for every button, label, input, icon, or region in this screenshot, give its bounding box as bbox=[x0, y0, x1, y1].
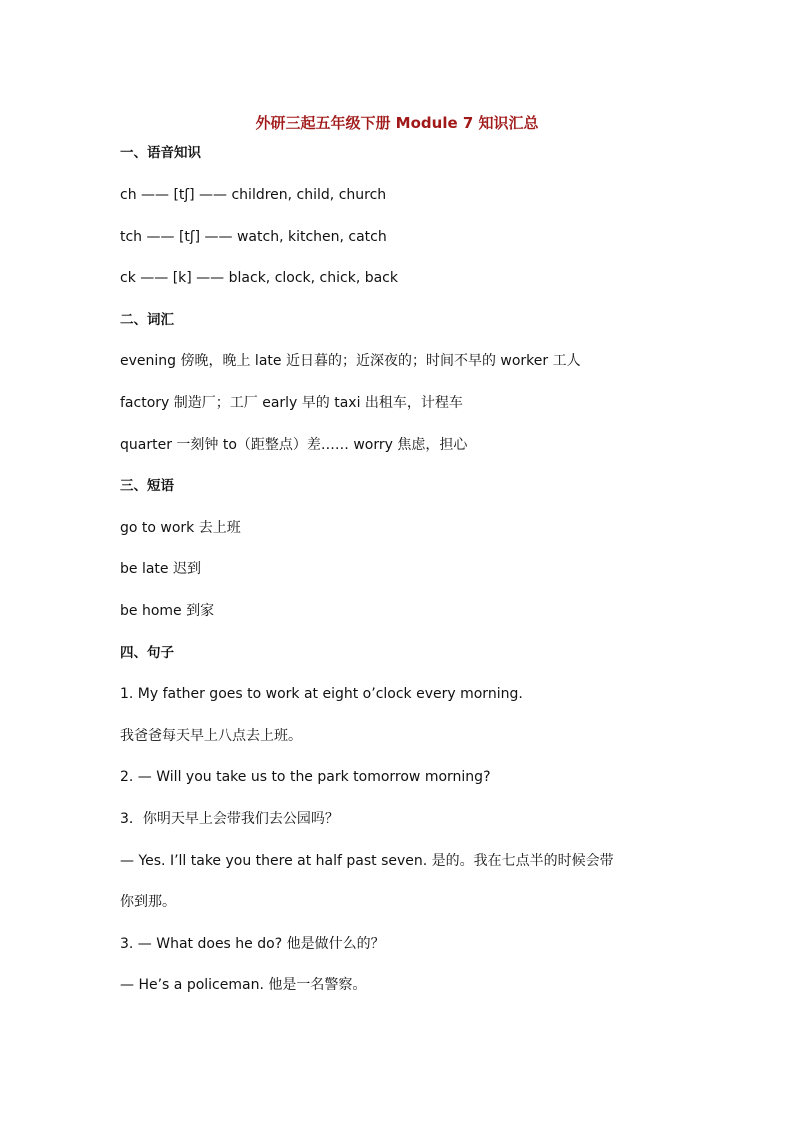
phonics-line-ck: ck —— [k] —— black, clock, chick, back bbox=[120, 270, 398, 286]
vocabulary-line-2: factory 制造厂；工厂 early 早的 taxi 出租车，计程车 bbox=[120, 395, 463, 411]
phrase-line-be-home: be home 到家 bbox=[120, 603, 215, 619]
sentence-line-2-answer: — Yes. I’ll take you there at half past seven. 是的。我在七点半的时候会带 bbox=[120, 853, 614, 869]
sentence-line-2: 2. — Will you take us to the park tomorrow morning? bbox=[120, 769, 491, 785]
sentence-line-1-translation: 我爸爸每天早上八点去上班。 bbox=[120, 728, 302, 744]
vocabulary-line-3: quarter 一刻钟 to（距整点）差…… worry 焦虑，担心 bbox=[120, 437, 468, 453]
vocabulary-line-1: evening 傍晚，晚上 late 近日暮的；近深夜的；时间不早的 worker 工人 bbox=[120, 353, 581, 369]
phonics-line-tch: tch —— [tʃ] —— watch, kitchen, catch bbox=[120, 229, 387, 245]
phrase-line-be-late: be late 迟到 bbox=[120, 561, 201, 577]
sentence-line-2-answer-cont: 你到那。 bbox=[120, 894, 176, 910]
document-title: 外研三起五年级下册 Module 7 知识汇总 bbox=[255, 114, 539, 132]
section-heading-vocabulary: 二、词汇 bbox=[120, 312, 174, 328]
phonics-line-ch: ch —— [tʃ] —— children, child, church bbox=[120, 187, 387, 203]
section-heading-phonics: 一、语音知识 bbox=[120, 145, 201, 161]
sentence-line-1: 1. My father goes to work at eight o’clock every morning. bbox=[120, 686, 523, 702]
sentence-line-2-translation: 3．你明天早上会带我们去公园吗？ bbox=[120, 811, 339, 827]
section-heading-phrases: 三、短语 bbox=[120, 478, 174, 494]
sentence-line-3: 3. — What does he do? 他是做什么的？ bbox=[120, 936, 385, 952]
phrase-line-go-to-work: go to work 去上班 bbox=[120, 520, 241, 536]
sentence-line-3-answer: — He’s a policeman. 他是一名警察。 bbox=[120, 977, 367, 993]
section-heading-sentences: 四、句子 bbox=[120, 645, 174, 661]
